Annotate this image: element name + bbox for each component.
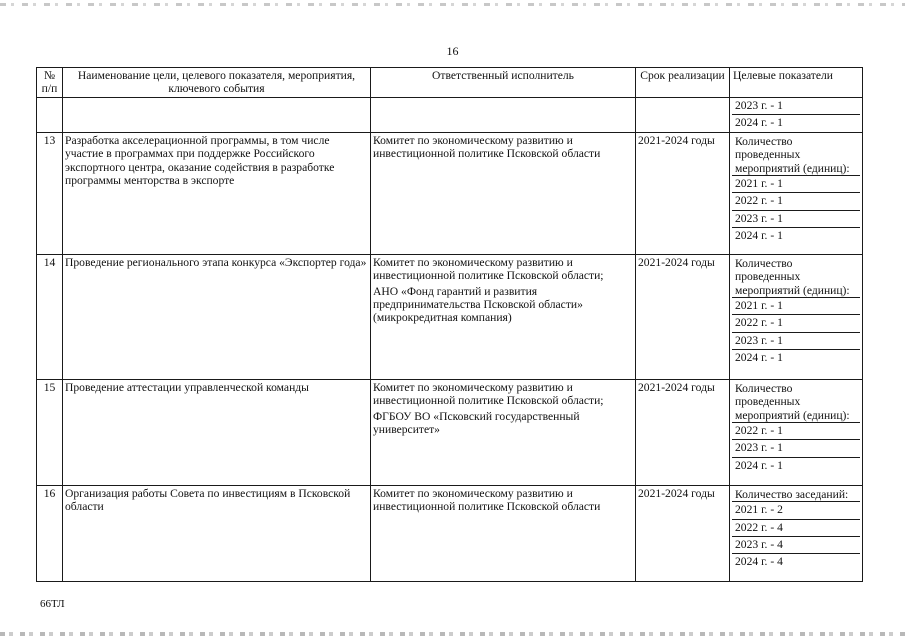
target-year: 2021 г. - 1 — [732, 297, 860, 314]
target-label: Количество проведенных мероприятий (единиц): — [735, 257, 850, 297]
target-year: 2022 г. - 4 — [732, 519, 860, 536]
table-row — [37, 255, 863, 380]
row-targets — [730, 486, 863, 582]
target-year: 2024 г. - 1 — [732, 114, 860, 131]
target-year: 2022 г. - 1 — [732, 422, 860, 439]
header-executor: Ответственный исполнитель — [371, 68, 636, 98]
cell-executor — [371, 97, 636, 133]
row-number: 13 — [37, 133, 63, 255]
cell-name — [63, 97, 371, 133]
executor-line: Комитет по экономическому развитию и инвестиционной политике Псковской области; — [373, 256, 604, 283]
table-row-continuation — [37, 97, 863, 133]
executor-line: Комитет по экономическому развитию и инвестиционной политике Псковской области — [373, 487, 601, 514]
row-term: 2021-2024 годы — [636, 380, 730, 486]
row-number: 15 — [37, 380, 63, 486]
row-term: 2021-2024 годы — [636, 255, 730, 380]
target-year: 2023 г. - 1 — [732, 210, 860, 227]
executor-line: Комитет по экономическому развитию и инвестиционной политике Псковской области — [373, 134, 601, 161]
row-term: 2021-2024 годы — [636, 133, 730, 255]
target-label: Количество заседаний: — [735, 488, 849, 502]
target-year: 2021 г. - 2 — [732, 501, 860, 518]
table-row — [37, 133, 863, 255]
header-term: Срок реализации — [636, 68, 730, 98]
table-header-row — [37, 68, 863, 98]
scan-noise-top — [0, 3, 905, 6]
row-targets — [730, 133, 863, 255]
row-targets — [730, 255, 863, 380]
row-executor — [371, 133, 636, 255]
row-executor — [371, 380, 636, 486]
cell-targets — [730, 97, 863, 133]
target-year: 2022 г. - 1 — [732, 314, 860, 331]
row-number: 16 — [37, 486, 63, 582]
target-label: Количество проведенных мероприятий (единиц): — [735, 135, 850, 175]
row-name: Разработка акселерационной программы, в том числе участие в программах при поддержке Российского экспортного центра, оказание содействия в разработке программы менторства в экспорте — [63, 133, 371, 255]
target-year: 2024 г. - 4 — [732, 553, 860, 570]
target-year: 2024 г. - 1 — [732, 227, 860, 244]
page-number: 16 — [446, 44, 459, 58]
row-name: Проведение регионального этапа конкурса «Экспортер года» — [63, 255, 371, 380]
header-name: Наименование цели, целевого показателя, мероприятия, ключевого события — [63, 68, 371, 98]
row-targets — [730, 380, 863, 486]
scan-noise-bottom — [0, 632, 905, 636]
target-year: 2024 г. - 1 — [732, 457, 860, 474]
cell-num — [37, 97, 63, 133]
target-year: 2023 г. - 1 — [732, 332, 860, 349]
row-term: 2021-2024 годы — [636, 486, 730, 582]
header-targets: Целевые показатели — [730, 68, 863, 98]
executor-line: ФГБОУ ВО «Псковский государственный университет» — [373, 409, 580, 437]
target-year: 2021 г. - 1 — [732, 175, 860, 192]
target-label: Количество проведенных мероприятий (единиц): — [735, 382, 850, 422]
executor-line: Комитет по экономическому развитию и инвестиционной политике Псковской области; — [373, 381, 604, 408]
target-year: 2023 г. - 1 — [735, 98, 783, 112]
target-year: 2024 г. - 1 — [732, 349, 860, 366]
cell-term — [636, 97, 730, 133]
activities-table — [36, 67, 863, 582]
target-year: 2023 г. - 4 — [732, 536, 860, 553]
target-year: 2023 г. - 1 — [732, 439, 860, 456]
table-row — [37, 486, 863, 582]
row-number: 14 — [37, 255, 63, 380]
footer-code: 66ТЛ — [40, 598, 65, 610]
executor-line: АНО «Фонд гарантий и развития предпринимательства Псковской области» (микрокредитная компания) — [373, 284, 583, 325]
row-executor — [371, 255, 636, 380]
row-executor — [371, 486, 636, 582]
table-row — [37, 380, 863, 486]
row-name: Организация работы Совета по инвестициям в Псковской области — [63, 486, 371, 582]
header-num: № п/п — [37, 68, 63, 98]
target-year: 2022 г. - 1 — [732, 192, 860, 209]
row-name: Проведение аттестации управленческой команды — [63, 380, 371, 486]
